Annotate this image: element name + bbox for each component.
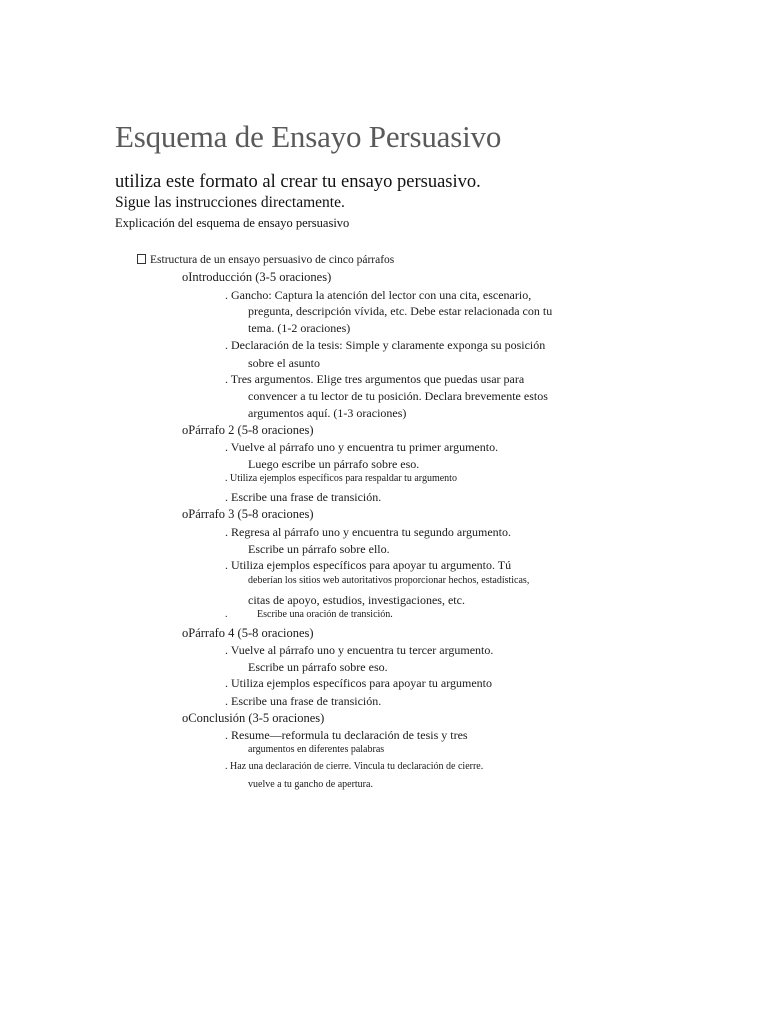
p2-item-line: . Escribe una frase de transición. — [225, 490, 382, 504]
conclusion-heading: oConclusión (3-5 oraciones) — [182, 711, 325, 725]
explanation-heading: Explicación del esquema de ensayo persuasivo — [115, 216, 350, 230]
p3-bullet: . — [225, 609, 228, 620]
p2-item-line: Luego escribe un párrafo sobre eso. — [248, 457, 420, 471]
p2-item-line: . Vuelve al párrafo uno y encuentra tu primer argumento. — [225, 440, 499, 454]
outline-structure-item — [137, 254, 394, 267]
p4-item-line: . Escribe una frase de transición. — [225, 694, 382, 708]
conclusion-item-line: vuelve a tu gancho de apertura. — [248, 779, 373, 790]
page-title: Esquema de Ensayo Persuasivo — [115, 119, 502, 154]
p2-item-line: . Utiliza ejemplos específicos para respaldar tu argumento — [225, 473, 457, 484]
conclusion-item-line: . Haz una declaración de cierre. Vincula tu declaración de cierre. — [225, 761, 484, 772]
intro-heading: oIntroducción (3-5 oraciones) — [182, 270, 332, 284]
intro-args-line: argumentos aquí. (1-3 oraciones) — [248, 406, 407, 420]
checkbox-icon — [137, 254, 146, 264]
p4-item-line: Escribe un párrafo sobre eso. — [248, 660, 388, 674]
p3-item-line: Escribe una oración de transición. — [257, 609, 393, 620]
p4-item-line: . Vuelve al párrafo uno y encuentra tu tercer argumento. — [225, 643, 494, 657]
intro-thesis-line: . Declaración de la tesis: Simple y claramente exponga su posición — [225, 338, 546, 352]
instruction-text: Sigue las instrucciones directamente. — [115, 194, 345, 211]
subtitle: utiliza este formato al crear tu ensayo persuasivo. — [115, 172, 481, 192]
p3-item-line: Escribe un párrafo sobre ello. — [248, 542, 390, 556]
paragraph-2-heading: oPárrafo 2 (5-8 oraciones) — [182, 423, 314, 437]
p4-item-line: . Utiliza ejemplos específicos para apoyar tu argumento — [225, 676, 493, 690]
conclusion-item-line: . Resume—reformula tu declaración de tesis y tres — [225, 728, 468, 742]
p3-item-line: deberían los sitios web autoritativos proporcionar hechos, estadísticas, — [248, 575, 530, 586]
intro-hook-line: tema. (1-2 oraciones) — [248, 321, 351, 335]
intro-hook-line: . Gancho: Captura la atención del lector con una cita, escenario, — [225, 288, 532, 302]
p3-item-line: . Regresa al párrafo uno y encuentra tu segundo argumento. — [225, 525, 512, 539]
intro-args-line: convencer a tu lector de tu posición. Declara brevemente estos — [248, 389, 548, 403]
paragraph-4-heading: oPárrafo 4 (5-8 oraciones) — [182, 626, 314, 640]
structure-label: Estructura de un ensayo persuasivo de cinco párrafos — [150, 254, 395, 266]
p3-item-line: . Utiliza ejemplos específicos para apoyar tu argumento. Tú — [225, 558, 512, 572]
intro-hook-line: pregunta, descripción vívida, etc. Debe estar relacionada con tu — [248, 304, 553, 318]
intro-args-line: . Tres argumentos. Elige tres argumentos que puedas usar para — [225, 372, 525, 386]
conclusion-item-line: argumentos en diferentes palabras — [248, 744, 385, 755]
p3-item-line: citas de apoyo, estudios, investigaciones, etc. — [248, 593, 465, 607]
paragraph-3-heading: oPárrafo 3 (5-8 oraciones) — [182, 507, 314, 521]
intro-thesis-line: sobre el asunto — [248, 356, 320, 370]
